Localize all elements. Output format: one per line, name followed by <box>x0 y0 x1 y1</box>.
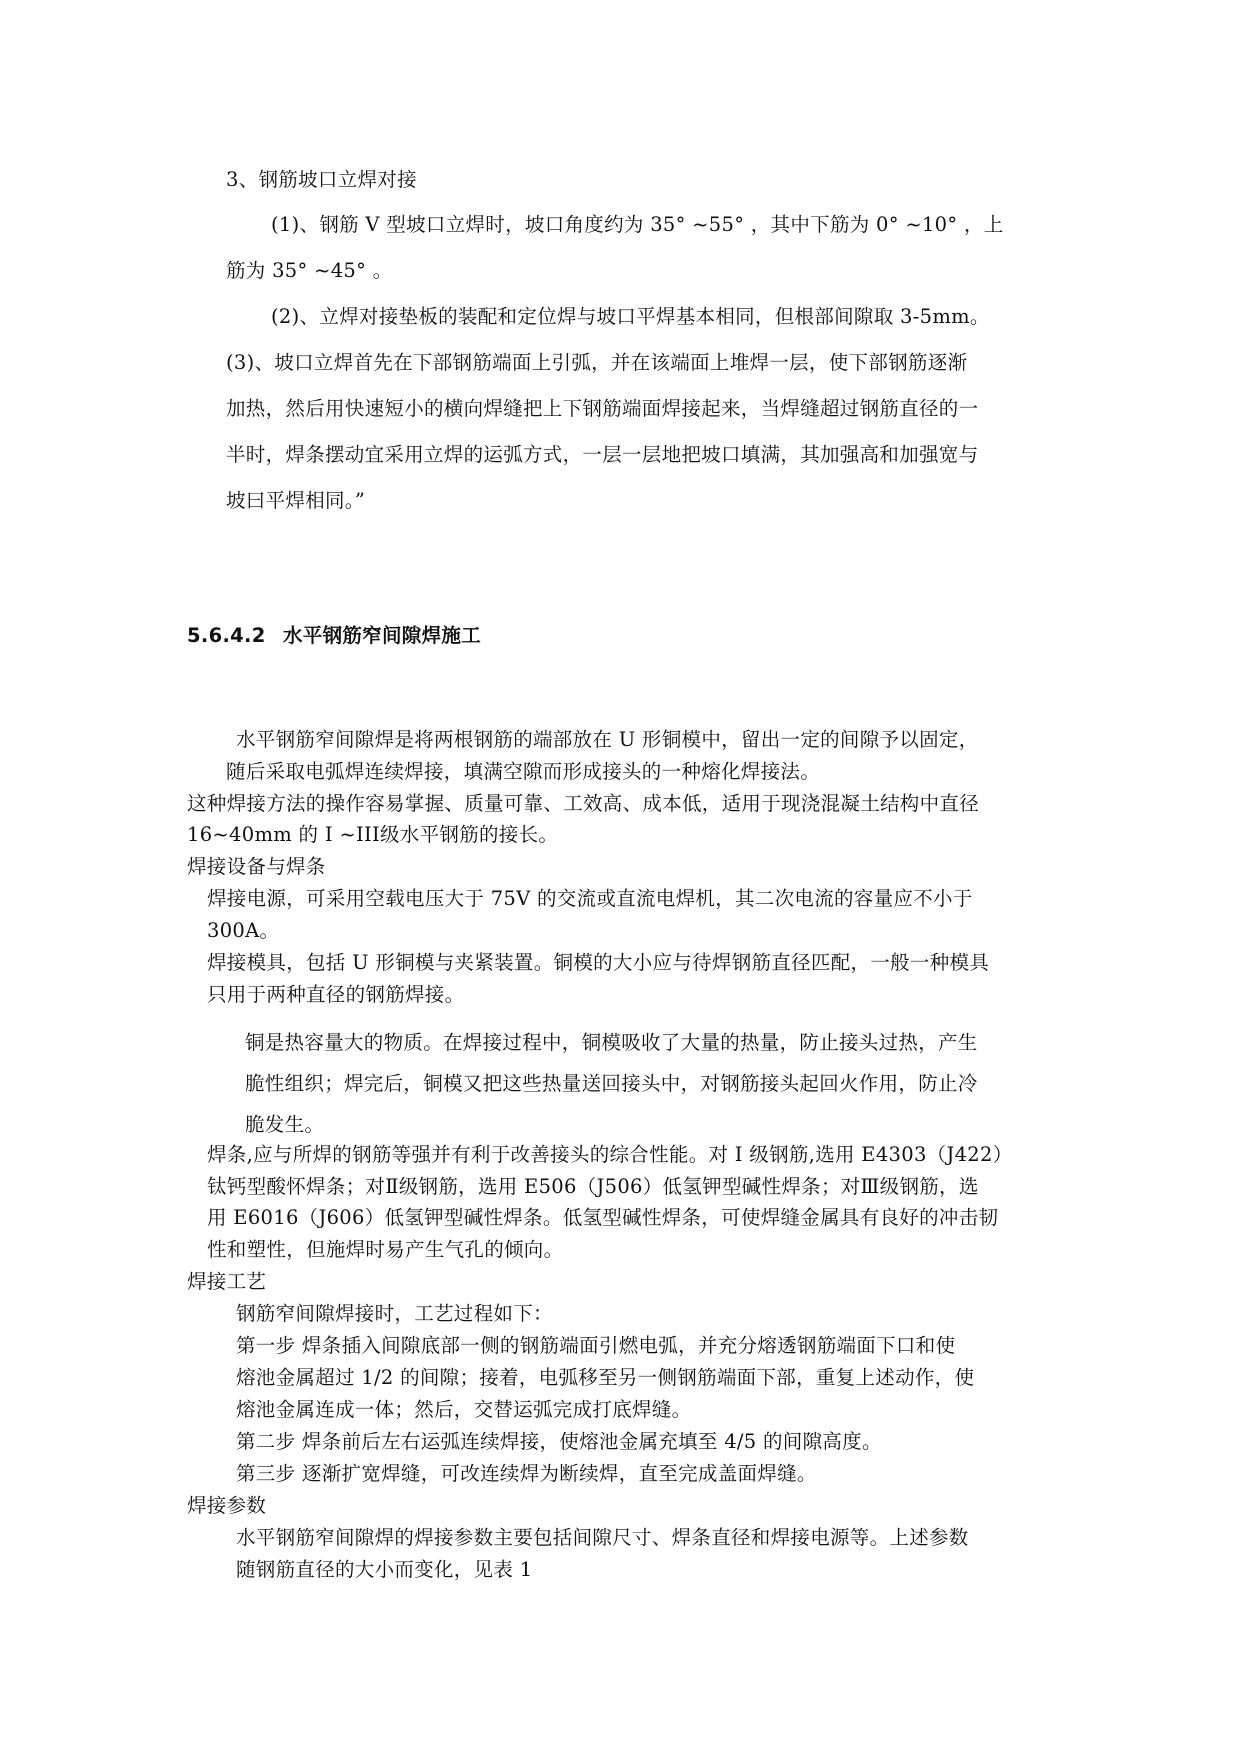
paragraph-line: (1)、钢筋 V 型坡口立焊时，坡口角度约为 35° ~55° ，其中下筋为 0° ~10° ，上 <box>271 213 1004 236</box>
paragraph-line: 300A。 <box>207 919 280 942</box>
paragraph-line: 性和塑性，但施焊时易产生气孔的倾向。 <box>207 1238 564 1261</box>
paragraph-line: (2)、立焊对接垫板的装配和定位焊与坡口平焊基本相同，但根部间隙取 3-5mm。 <box>271 305 990 328</box>
paragraph-line: 脆性组织；焊完后，铜模又把这些热量送回接头中，对钢筋接头起回火作用，防止冷 <box>245 1072 978 1095</box>
paragraph-line: 半时，焊条摆动宜采用立焊的运弧方式，一层一层地把坡口填满，其加强高和加强宽与 <box>226 443 979 466</box>
paragraph-line: 铜是热容量大的物质。在焊接过程中，铜模吸收了大量的热量，防止接头过热，产生 <box>245 1031 978 1054</box>
section-heading <box>187 623 481 649</box>
section-heading-title: 水平钢筋窄间隙焊施工 <box>283 624 482 647</box>
paragraph-line: 只用于两种直径的钢筋焊接。 <box>207 983 465 1006</box>
paragraph-line: 水平钢筋窄间隙焊是将两根钢筋的端部放在 U 形铜模中，留出一定的间隙予以固定， <box>236 728 979 751</box>
section-title: 3、钢筋坡口立焊对接 <box>226 168 417 191</box>
paragraph-line: 钛钙型酸怀焊条；对Ⅱ级钢筋，选用 E506（J506）低氢钾型碱性焊条；对Ⅲ级钢筋，选 <box>207 1175 979 1198</box>
paragraph-line: 熔池金属连成一体；然后，交替运弧完成打底焊缝。 <box>236 1398 692 1421</box>
paragraph-line: 熔池金属超过 1/2 的间隙；接着，电弧移至另一侧钢筋端面下部，重复上述动作，使 <box>236 1366 975 1389</box>
paragraph-line: 16~40mm 的 I ~III级水平钢筋的接长。 <box>187 823 559 846</box>
paragraph-line: 随钢筋直径的大小而变化，见表 1 <box>236 1558 533 1581</box>
paragraph-line: 第一步 焊条插入间隙底部一侧的钢筋端面引燃电弧，并充分熔透钢筋端面下口和使 <box>236 1334 956 1357</box>
subheading: 焊接参数 <box>187 1494 267 1517</box>
paragraph-line: 钢筋窄间隙焊接时，工艺过程如下： <box>236 1302 553 1325</box>
section-number: 5.6.4.2 <box>187 624 266 647</box>
subheading: 焊接设备与焊条 <box>187 855 326 878</box>
paragraph-line: 焊接电源，可采用空载电压大于 75V 的交流或直流电焊机，其二次电流的容量应不小于 <box>207 887 973 910</box>
paragraph-line: 第三步 逐渐扩宽焊缝，可改连续焊为断续焊，直至完成盖面焊缝。 <box>236 1462 817 1485</box>
paragraph-line: 这种焊接方法的操作容易掌握、质量可靠、工效高、成本低，适用于现浇混凝土结构中直径 <box>187 792 980 815</box>
paragraph-line: 坡曰平焊相同。” <box>226 489 366 512</box>
paragraph-line: 第二步 焊条前后左右运弧连续焊接，使熔池金属充填至 4/5 的间隙高度。 <box>236 1430 882 1453</box>
paragraph-line: 脆发生。 <box>245 1113 325 1136</box>
paragraph-line: 水平钢筋窄间隙焊的焊接参数主要包括间隙尺寸、焊条直径和焊接电源等。上述参数 <box>236 1526 969 1549</box>
paragraph-line: 筋为 35° ~45° 。 <box>226 259 393 282</box>
paragraph-line: 焊接模具，包括 U 形铜模与夹紧装置。铜模的大小应与待焊钢筋直径匹配，一般一种模具 <box>207 951 990 974</box>
paragraph-line: (3)、坡口立焊首先在下部钢筋端面上引弧，并在该端面上堆焊一层，使下部钢筋逐渐 <box>226 351 968 374</box>
subheading: 焊接工艺 <box>187 1270 267 1293</box>
paragraph-line: 加热，然后用快速短小的横向焊缝把上下钢筋端面焊接起来，当焊缝超过钢筋直径的一 <box>226 397 979 420</box>
paragraph-line: 随后采取电弧焊连续焊接，填满空隙而形成接头的一种熔化焊接法。 <box>226 760 821 783</box>
paragraph-line: 用 E6016（J606）低氢钾型碱性焊条。低氢型碱性焊条，可使焊缝金属具有良好的冲击韧 <box>207 1206 999 1229</box>
paragraph-line: 焊条,应与所焊的钢筋等强并有利于改善接头的综合性能。对 I 级钢筋,选用 E4303（J422） <box>207 1143 1013 1166</box>
